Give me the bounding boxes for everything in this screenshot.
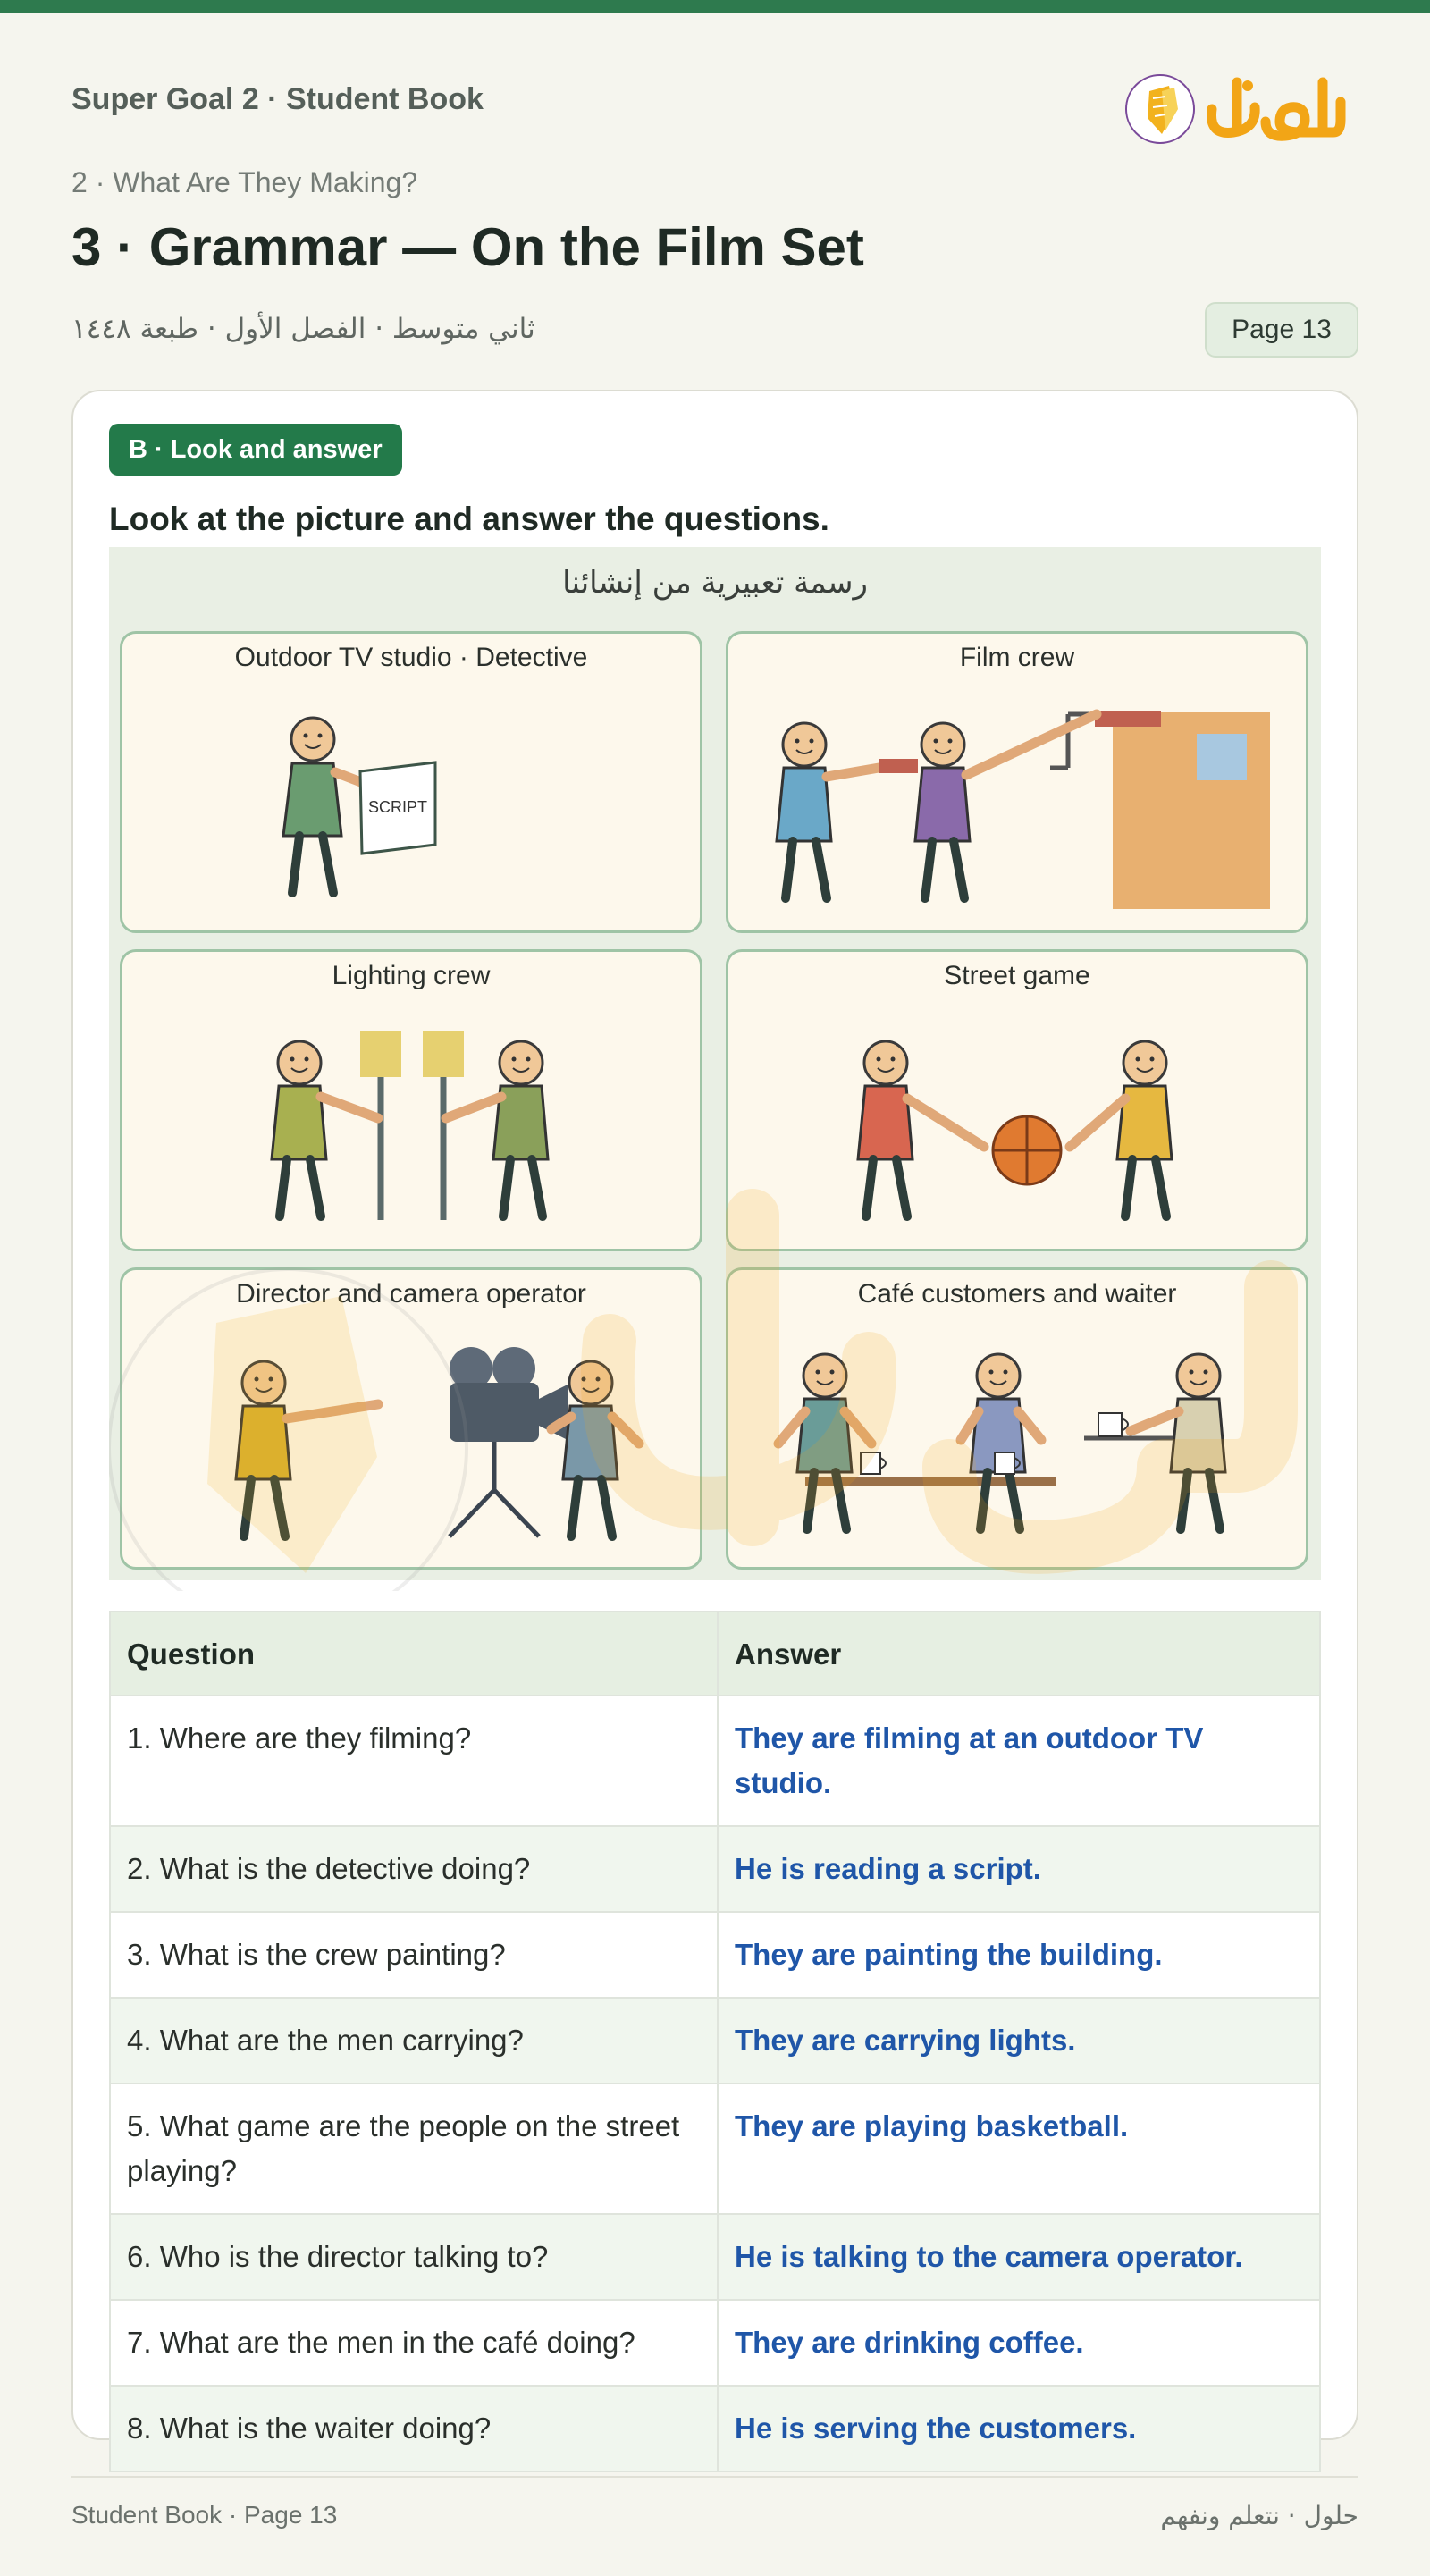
footer-brand-tagline: حلول · نتعلم ونفهم: [1160, 2501, 1358, 2530]
section-tag: B · Look and answer: [109, 424, 402, 476]
panel-film-crew: [726, 631, 1308, 933]
answer-cell: They are painting the building.: [718, 1912, 1320, 1998]
panel-label: Film crew: [959, 643, 1075, 672]
table-row: [110, 2300, 1320, 2386]
basketball-prop: [993, 1116, 1061, 1184]
answer-cell: He is talking to the camera operator.: [718, 2214, 1320, 2300]
detective-figure: [283, 718, 366, 893]
answer-cell: They are playing basketball.: [718, 2084, 1320, 2214]
panel-cafe: [726, 1267, 1308, 1570]
hulul-logo: [1123, 55, 1346, 154]
table-row: [110, 1826, 1320, 1912]
column-header-question: Question: [110, 1612, 718, 1696]
qa-table: [109, 1611, 1321, 2472]
question-cell: 2. What is the detective doing?: [110, 1826, 718, 1912]
panel-label: Café customers and waiter: [857, 1279, 1177, 1309]
question-cell: 6. Who is the director talking to?: [110, 2214, 718, 2300]
top-accent-bar: [0, 0, 1430, 13]
column-header-answer: Answer: [718, 1612, 1320, 1696]
question-cell: 7. What are the men in the café doing?: [110, 2300, 718, 2386]
question-cell: 8. What is the waiter doing?: [110, 2386, 718, 2471]
answer-cell: He is serving the customers.: [718, 2386, 1320, 2471]
panel-label: Outdoor TV studio · Detective: [234, 643, 588, 672]
table-row: [110, 2084, 1320, 2214]
panel-label: Street game: [944, 961, 1090, 990]
svg-text:SCRIPT: SCRIPT: [367, 798, 428, 816]
table-row: [110, 1912, 1320, 1998]
unit-label: 2 · What Are They Making?: [72, 166, 418, 198]
panel-label: Lighting crew: [332, 961, 491, 990]
camera-prop: [450, 1347, 568, 1536]
question-cell: 5. What game are the people on the street playing?: [110, 2084, 718, 2214]
panel-lighting-crew: [120, 949, 702, 1251]
footer-divider: [72, 2476, 1358, 2478]
table-row: [110, 1696, 1320, 1826]
arabic-subtitle: ثاني متوسط · الفصل الأول · طبعة ١٤٤٨: [72, 313, 535, 345]
page-title: 3 · Grammar — On the Film Set: [72, 217, 864, 277]
coffee-cup-icon: [1098, 1413, 1128, 1436]
table-row: [110, 2386, 1320, 2471]
scene-caption: رسمة تعبيرية من إنشائنا: [562, 565, 868, 601]
question-cell: 3. What is the crew painting?: [110, 1912, 718, 1998]
question-cell: 1. Where are they filming?: [110, 1696, 718, 1826]
panel-detective: [120, 631, 702, 933]
table-row: [110, 2214, 1320, 2300]
panel-street-game: [726, 949, 1308, 1251]
scene-illustration: [109, 547, 1321, 1580]
question-cell: 4. What are the men carrying?: [110, 1998, 718, 2084]
answer-cell: They are drinking coffee.: [718, 2300, 1320, 2386]
panel-director-camera: [120, 1267, 702, 1570]
page-number-badge: Page 13: [1205, 302, 1358, 358]
table-row: [110, 1998, 1320, 2084]
panel-label: Director and camera operator: [236, 1279, 586, 1309]
answer-cell: They are carrying lights.: [718, 1998, 1320, 2084]
script-prop: [360, 762, 435, 854]
instruction-text: Look at the picture and answer the questions.: [109, 501, 829, 537]
answer-cell: They are filming at an outdoor TV studio.: [718, 1696, 1320, 1826]
coffee-cup-icon: [861, 1452, 886, 1474]
answer-cell: He is reading a script.: [718, 1826, 1320, 1912]
book-title: Super Goal 2 · Student Book: [72, 82, 484, 116]
table-header-row: [110, 1612, 1320, 1696]
footer-page-label: Student Book · Page 13: [72, 2501, 338, 2529]
